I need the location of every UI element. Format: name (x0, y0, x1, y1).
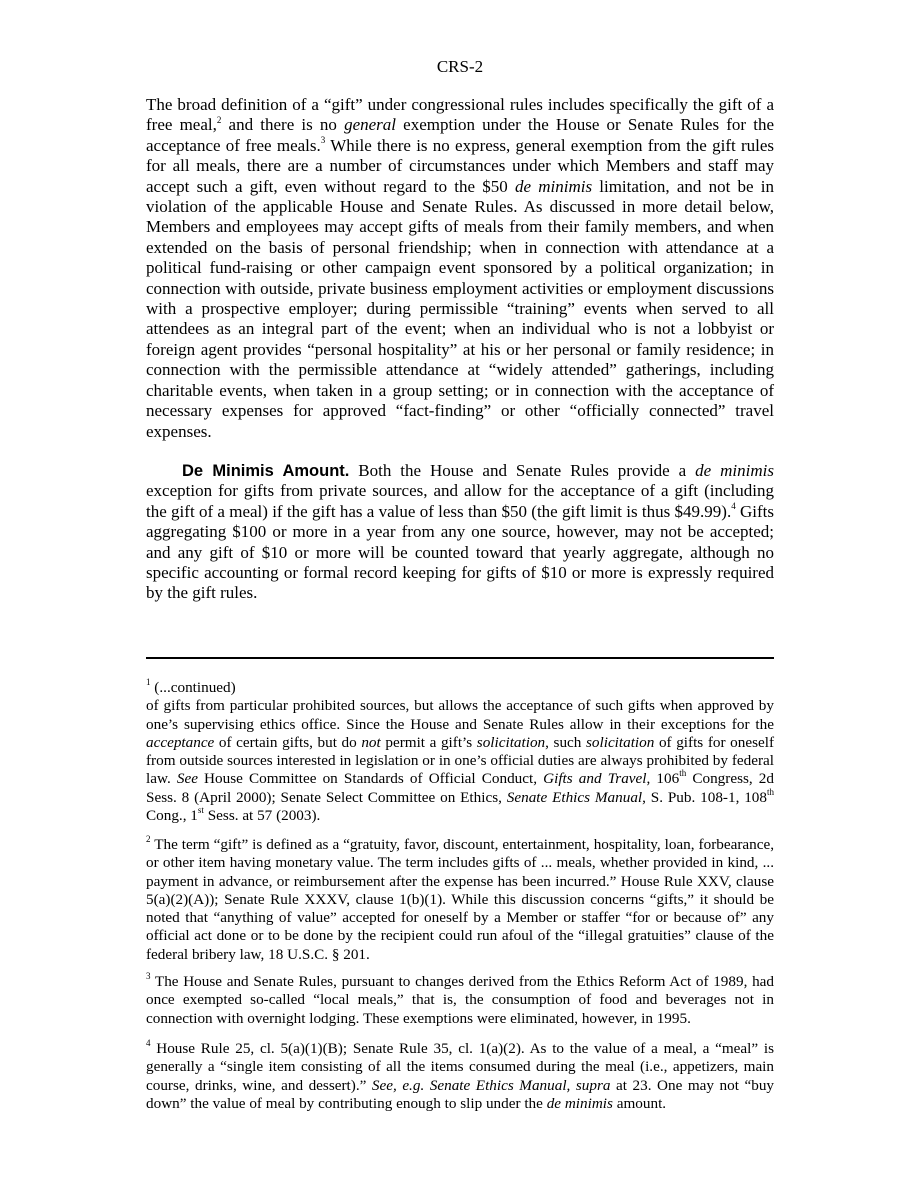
paragraph-meals-definition: The broad definition of a “gift” under congressional rules includes specifically the gift of a free meal,$^2$ and there is no general exemption under the House or Senate Rules for the acceptance of free meals.$^3$ While there is no express, general exemption from the gift rules for all meals, there are a number of circumstances under which Members and staff may accept such a gift, even without regard to the $50 de minimis limitation, and not be in violation of the applicable House and Senate Rules. As discussed in more detail below, Members and employees may accept gifts of meals from their family members, and when extended on the basis of personal friendship; when in connection with attendance at a political fund-raising or other campaign event sponsored by a political organization; in connection with outside, private business employment activities or employment discussions with a prospective employer; during permissible “training” events when served to all attendees as an integral part of the event; when an individual who is not a lobbyist or foreign agent provides “personal hospitality” at his or her personal or family residence; in connection with the permissible attendance at “widely attended” gatherings, including charitable events, when taken in a group setting; or in connection with the acceptance of necessary expenses for approved “fact-finding” or other “officially connected” travel expenses. (146, 95, 774, 441)
paragraph-de-minimis: De Minimis Amount. Both the House and Senate Rules provide a de minimis exception for gifts from private sources, and allow for the acceptance of a gift (including the gift of a meal) if the gift has a value of less than $50 (the gift limit is thus $49.99).$^4$ Gifts aggregating $100 or more in a year from any one source, however, may not be accepted; and any gift of $10 or more will be counted toward that yearly aggregate, although no specific accounting or formal record keeping for gifts of $10 or more is expressly required by the gift rules. (146, 461, 775, 603)
footnote-ref-4[interactable]: 4 (731, 501, 736, 512)
footnote-ref-2[interactable]: 2 (216, 114, 222, 125)
footnote-1: $^1$ (...continued) of gifts from particular prohibited sources, but allows the acceptance of such gifts when approved by one’s supervising ethics office. Since the House and Senate Rules allow in their exceptions for the acceptance of certain gifts, but do not permit a gift’s solicitation, such solicitation of gifts for oneself from outside sources interested in legislation or in one’s official duties are always prohibited by federal law. See House Committee on Standards of Official Conduct, Gifts and Travel, 106th Congress, 2d Sess. 8 (April 2000); Senate Select Committee on Ethics, Senate Ethics Manual, S. Pub. 108-1, 108th Cong., 1st Sess. at 57 (2003). (146, 676, 774, 825)
footnote-2: $^2$ The term “gift” is defined as a “gratuity, favor, discount, entertainment, hospitality, loan, forbearance, or other item having monetary value. The term includes gifts of ... meals, whether provided in kind, ... payment in advance, or reimbursement after the expense has been incurred.” House Rule XXV, clause 5(a)(2)(A)); Senate Rule XXXV, clause 1(b)(1). While this discussion concerns “gifts,” it should be noted that “anything of value” accepted for oneself by a Member or staffer “for or because of” any official act done or to be done by the recipient could run afoul of the “illegal gratuities” clause of the federal bribery law, 18 U.S.C. § 201. (146, 833, 774, 963)
page-label: CRS-2 (436, 57, 484, 76)
footnote-4: $^4$ House Rule 25, cl. 5(a)(1)(B); Senate Rule 35, cl. 1(a)(2). As to the value of a meal, a “meal” is generally a “single item consisting of all the items consumed during the meal (i.e., appetizers, main course, drinks, wine, and dessert).” See, e.g. Senate Ethics Manual, supra at 23. One may not “buy down” the value of meal by contributing enough to slip under the de minimis amount. (146, 1037, 775, 1112)
footnote-1-continued: $^1$ (...continued) (146, 676, 236, 696)
footnote-3: $^3$ The House and Senate Rules, pursuant to changes derived from the Ethics Reform Act of 1989, had once exempted so-called “local meals,” that is, the consumption of food and beverages not in connection with overnight lodging. These exemptions were eliminated, however, in 1995. (146, 970, 774, 1027)
page-header (146, 57, 774, 77)
footnote-separator (146, 657, 774, 659)
section-heading-de-minimis: De Minimis Amount. (182, 462, 350, 480)
footnote-ref-3[interactable]: 3 (320, 135, 326, 146)
